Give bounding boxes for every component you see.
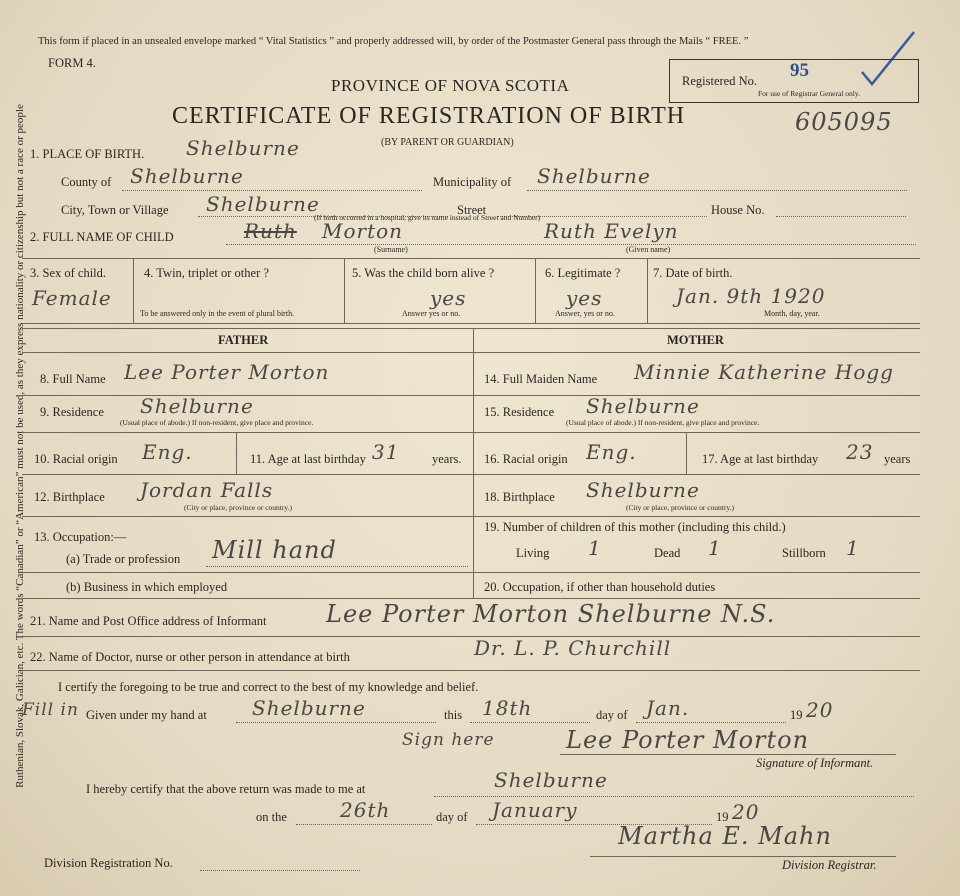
twin-note: To be answered only in the event of plural birth. — [140, 309, 295, 318]
father-age-value: 31 — [372, 440, 400, 464]
informant-label: 21. Name and Post Office address of Informant — [30, 614, 267, 628]
father-name-label: 8. Full Name — [40, 372, 106, 386]
mother-age-value: 23 — [846, 440, 874, 464]
registrar-year-value: 20 — [732, 800, 760, 824]
registrar-signature: Martha E. Mahn — [618, 822, 832, 850]
province-heading: PROVINCE OF NOVA SCOTIA — [331, 76, 570, 95]
doctor-value: Dr. L. P. Churchill — [474, 636, 672, 660]
stillborn-value: 1 — [846, 536, 860, 560]
living-value: 1 — [588, 536, 602, 560]
twin-label: 4. Twin, triplet or other ? — [144, 266, 269, 280]
trade-label: (a) Trade or profession — [66, 552, 181, 566]
mother-birthplace-note: (City or place, province or country.) — [626, 503, 735, 512]
registered-value: 95 — [790, 60, 809, 81]
mother-race-value: Eng. — [586, 440, 637, 464]
dead-label: Dead — [654, 546, 681, 560]
registrar-year-prefix: 19 — [716, 810, 729, 824]
fill-in-mark: Fill in — [22, 700, 79, 720]
father-race-value: Eng. — [142, 440, 193, 464]
given-name-caption: (Given name) — [626, 245, 671, 254]
mother-occupation-label: 20. Occupation, if other than household duties — [484, 580, 716, 594]
born-alive-label: 5. Was the child born alive ? — [352, 266, 495, 280]
mother-years: years — [884, 452, 911, 466]
mother-age-label: 17. Age at last birthday — [702, 452, 819, 466]
dob-value: Jan. 9th 1920 — [676, 284, 826, 308]
registered-label: Registered No. — [682, 74, 757, 88]
legitimate-value: yes — [566, 286, 603, 310]
registered-box — [669, 59, 919, 103]
mother-name-value: Minnie Katherine Hogg — [634, 360, 894, 384]
born-alive-note: Answer yes or no. — [402, 309, 461, 318]
living-label: Living — [516, 546, 550, 560]
municipality-value: Shelburne — [537, 164, 651, 188]
municipality-label: Municipality of — [433, 175, 512, 189]
sign-here-mark: Sign here — [402, 730, 495, 750]
father-age-label: 11. Age at last birthday — [250, 452, 366, 466]
registrar-month-value: January — [492, 798, 578, 822]
registrar-on-label: on the — [256, 810, 287, 824]
county-label: County of — [61, 175, 112, 189]
child-name-label: 2. FULL NAME OF CHILD — [30, 230, 174, 244]
mother-header: MOTHER — [667, 333, 724, 347]
born-alive-value: yes — [430, 286, 467, 310]
side-note: Ruthenian, Slovak, Galician, etc. The words “Canadian” or “American” must not be used, as they express nationality or citizenship but not a race or people — [14, 104, 26, 788]
child-surname-value: Morton — [322, 219, 404, 243]
mother-residence-label: 15. Residence — [484, 405, 555, 419]
place-of-birth-label: 1. PLACE OF BIRTH. — [30, 147, 145, 161]
postal-notice: This form if placed in an unsealed envelope marked “ Vital Statistics ” and properly addressed will, by order of the Postmaster General pass through the Mails “ FREE. ” — [38, 36, 749, 47]
certify-statement: I certify the foregoing to be true and correct to the best of my knowledge and belief. — [58, 680, 479, 694]
registrar-dayof-label: day of — [436, 810, 468, 824]
place-of-birth-value: Shelburne — [186, 136, 300, 160]
hospital-note: (If birth occurred in a hospital, give its name instead of Street and Number) — [314, 213, 541, 222]
dob-label: 7. Date of birth. — [653, 266, 733, 280]
mother-birthplace-label: 18. Birthplace — [484, 490, 555, 504]
surname-caption: (Surname) — [374, 245, 408, 254]
mother-residence-note: (Usual place of abode.) If non-resident, give place and province. — [566, 418, 760, 427]
informant-value: Lee Porter Morton Shelburne N.S. — [326, 600, 776, 628]
registrar-statement: I hereby certify that the above return was made to me at — [86, 782, 366, 796]
division-registration-label: Division Registration No. — [44, 856, 173, 870]
city-label: City, Town or Village — [61, 203, 169, 217]
county-value: Shelburne — [130, 164, 244, 188]
father-residence-note: (Usual place of abode.) If non-resident, give place and province. — [120, 418, 314, 427]
father-birthplace-note: (City or place, province or country.) — [184, 503, 293, 512]
business-label: (b) Business in which employed — [66, 580, 228, 594]
certificate-title: CERTIFICATE OF REGISTRATION OF BIRTH — [172, 103, 686, 129]
city-value: Shelburne — [206, 192, 320, 216]
occupation-label: 13. Occupation:— — [34, 530, 127, 544]
this-label: this — [444, 708, 463, 722]
division-registrar-caption: Division Registrar. — [782, 858, 877, 872]
sex-value: Female — [32, 286, 112, 310]
mother-residence-value: Shelburne — [586, 394, 700, 418]
given-under-label: Given under my hand at — [86, 708, 207, 722]
registered-note: For use of Registrar General only. — [758, 89, 860, 98]
house-number-label: House No. — [711, 203, 765, 217]
certificate-subtitle: (BY PARENT OR GUARDIAN) — [381, 137, 514, 148]
mother-race-label: 16. Racial origin — [484, 452, 568, 466]
father-race-label: 10. Racial origin — [34, 452, 118, 466]
certificate-number: 605095 — [795, 108, 893, 136]
mother-birthplace-value: Shelburne — [586, 478, 700, 502]
father-header: FATHER — [218, 333, 269, 347]
street-label: Street — [457, 203, 487, 217]
father-residence-label: 9. Residence — [40, 405, 104, 419]
legitimate-note: Answer, yes or no. — [555, 309, 615, 318]
given-day-value: 18th — [482, 696, 533, 720]
given-year-value: 20 — [806, 698, 834, 722]
stillborn-label: Stillborn — [782, 546, 826, 560]
sex-label: 3. Sex of child. — [30, 266, 107, 280]
father-residence-value: Shelburne — [140, 394, 254, 418]
informant-signature-caption: Signature of Informant. — [756, 756, 874, 770]
father-birthplace-label: 12. Birthplace — [34, 490, 105, 504]
given-place-value: Shelburne — [252, 696, 366, 720]
dead-value: 1 — [708, 536, 722, 560]
father-birthplace-value: Jordan Falls — [140, 478, 274, 502]
registrar-day-value: 26th — [340, 798, 391, 822]
mother-name-label: 14. Full Maiden Name — [484, 372, 598, 386]
doctor-label: 22. Name of Doctor, nurse or other person in attendance at birth — [30, 650, 350, 664]
dob-note: Month, day, year. — [764, 309, 820, 318]
trade-value: Mill hand — [212, 536, 337, 564]
informant-signature: Lee Porter Morton — [566, 726, 810, 754]
given-year-prefix: 19 — [790, 708, 803, 722]
child-surname-struck: Ruth — [244, 219, 297, 243]
registrar-place-value: Shelburne — [494, 768, 608, 792]
form-number: FORM 4. — [48, 56, 96, 70]
given-dayof-label: day of — [596, 708, 628, 722]
child-given-value: Ruth Evelyn — [544, 219, 679, 243]
legitimate-label: 6. Legitimate ? — [545, 266, 621, 280]
children-count-label: 19. Number of children of this mother (including this child.) — [484, 520, 786, 534]
father-years: years. — [432, 452, 462, 466]
father-name-value: Lee Porter Morton — [124, 360, 330, 384]
given-month-value: Jan. — [646, 696, 690, 720]
